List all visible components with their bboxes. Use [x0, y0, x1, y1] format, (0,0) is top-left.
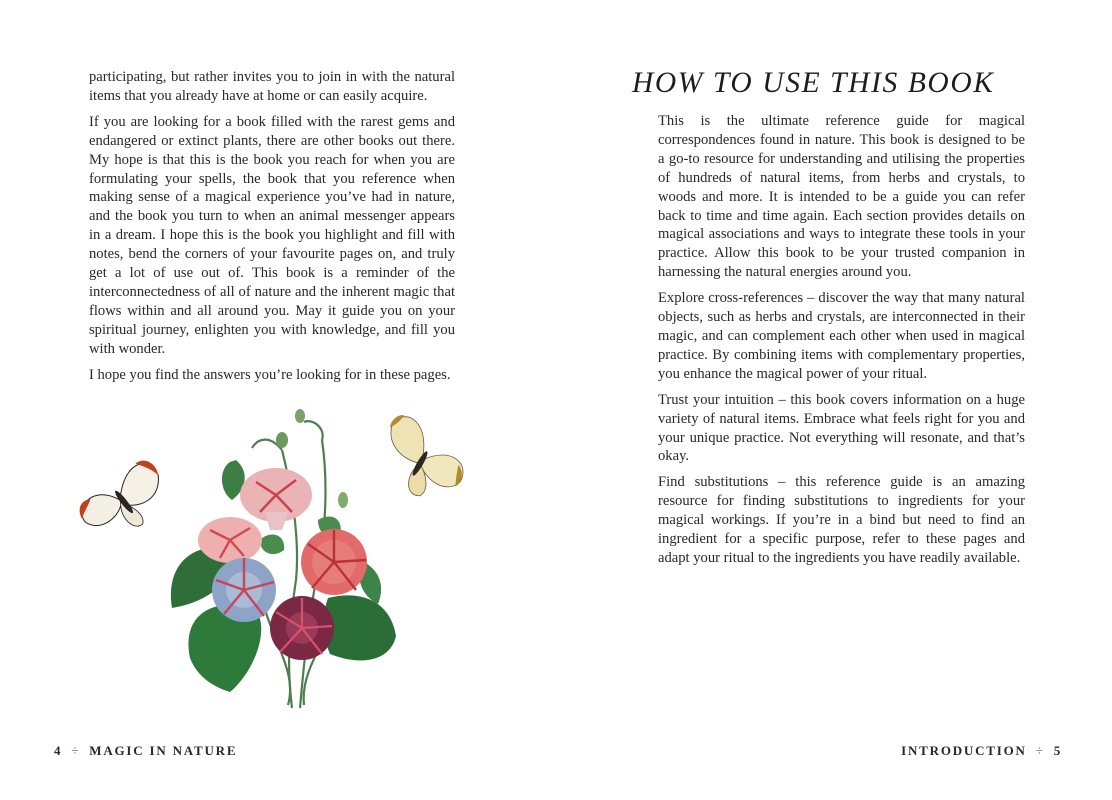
- flower-pink-left: [198, 517, 262, 563]
- right-page: [556, 0, 1112, 800]
- running-title: INTRODUCTION: [901, 743, 1027, 758]
- left-page-body: [89, 68, 455, 392]
- flower-blue: [212, 558, 276, 622]
- bud: [295, 409, 305, 423]
- paragraph: This is the ultimate reference guide for magical correspondences found in nature. This book is designed to be a go-to resource for understanding and utilising the properties of hundreds of natural items, from herbs and crystals, to woods and more. It is intended to be a guide you can refer back to time and time again. Each section provides details on magical associations and ways to integrate these tools in your practice. Allow this book to be your trusted companion in harnessing the natural energies around you.: [658, 113, 1025, 281]
- right-page-body: [658, 112, 1025, 575]
- butterfly-right: [366, 411, 476, 512]
- divide-ornament-icon: ÷: [1035, 743, 1045, 758]
- paragraph: Trust your intuition – this book covers information on a huge variety of natural items. Embrace what feels right for you and your unique practice. Not everything will resonate, and that’s okay.: [658, 391, 1025, 465]
- paragraph: Find substitutions – this reference guide is an amazing resource for finding substitutions to ingredients for your magical workings. If you’re in a bind but need to find an ingredient for a specific purpose, refer to these pages and adapt your ritual to the ingredients you have readily available.: [658, 474, 1025, 566]
- paragraph: If you are looking for a book filled with the rarest gems and endangered or extinct plants, there are other books out there. My hope is that this is the book you reach for when you are formulating your spells, the book that you reference when making sense of a magical experience you’ve had in nature, and the book you turn to when an animal messenger appears in a dream. I hope this is the book you highlight and fill with notes, bend the corners of your favourite pages on, and truly get a lot of use out of. This book is a reminder of the interconnectedness of all of nature and the inherent magic that flows within and all around you. May it guide you on your spiritual journey, enlighten you with knowledge, and fill you with wonder.: [89, 113, 455, 357]
- flower-purple: [270, 596, 334, 660]
- bud: [276, 432, 288, 448]
- morning-glory-illustration: [60, 400, 480, 710]
- divide-ornament-icon: ÷: [71, 743, 81, 758]
- bud: [338, 492, 348, 508]
- paragraph: I hope you find the answers you’re looking for in these pages.: [89, 366, 451, 383]
- running-title: MAGIC IN NATURE: [89, 743, 238, 758]
- leaf: [260, 535, 284, 555]
- page-number: 5: [1053, 743, 1062, 758]
- footer-right: [901, 743, 1062, 759]
- paragraph: participating, but rather invites you to join in with the natural items that you already have at home or can easily acquire.: [89, 69, 455, 104]
- footer-left: [54, 743, 237, 759]
- butterfly-left: [70, 457, 171, 542]
- flower-pink-top: [240, 468, 312, 530]
- chapter-title: HOW TO USE THIS BOOK: [632, 67, 995, 99]
- leaf: [324, 595, 396, 660]
- page-number: 4: [54, 743, 63, 758]
- paragraph: Explore cross-references – discover the way that many natural objects, such as herbs and crystals, are interconnected in their magic, and can complement each other when used in magical practice. By combining items with complementary properties, you enhance the magical power of your ritual.: [658, 290, 1025, 382]
- flower-red: [301, 529, 367, 595]
